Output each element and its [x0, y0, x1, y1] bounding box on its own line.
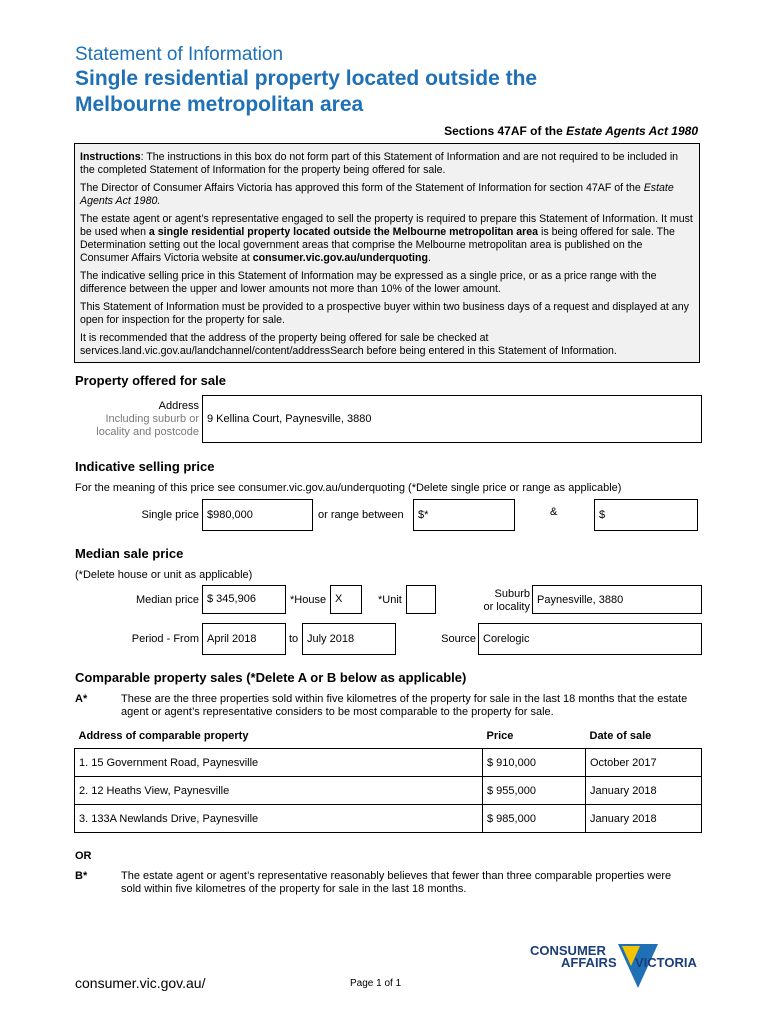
option-b-text: The estate agent or agent’s representative reasonably believes that fewer than three comparable properties were sold within five kilometres of the property for sale in the last 18 months. — [121, 870, 672, 895]
single-price-label: Single price — [141, 509, 199, 521]
comparable-header-row — [75, 724, 702, 749]
period-from-label: Period - From — [131, 633, 199, 645]
cav-logo — [530, 944, 705, 992]
suburb-label: Suburb or locality — [483, 588, 530, 613]
underquoting-link[interactable]: consumer.vic.gov.au/underquoting — [252, 252, 428, 264]
instructions-para-4: The indicative selling price in this Statement of Information may be expressed as a single price, or as a price range with the difference between the upper and lower amounts not more than 10% of the lower amount. — [80, 270, 657, 295]
option-a-label: A* — [75, 693, 88, 705]
col-price-header: Price — [486, 730, 514, 742]
comparable-date-cell[interactable]: January 2018 — [586, 777, 702, 805]
option-a-text: These are the three properties sold within five kilometres of the property for sale in the last 18 months that the estate agent or agent’s representative considers to be most comparable to the property for sale. — [121, 693, 688, 718]
col-date-header: Date of sale — [589, 730, 652, 742]
comparable-address-cell[interactable]: 1. 15 Government Road, Paynesville — [75, 749, 483, 777]
single-price-field[interactable]: $980,000 — [202, 499, 313, 531]
unit-label: *Unit — [378, 594, 402, 606]
period-to-field[interactable]: July 2018 — [302, 623, 396, 655]
source-label: Source — [441, 633, 476, 645]
range-to-field[interactable]: $ — [594, 499, 698, 531]
source-field[interactable]: Corelogic — [478, 623, 702, 655]
property-heading: Property offered for sale — [75, 373, 226, 388]
median-note: (*Delete house or unit as applicable) — [75, 569, 253, 581]
indicative-note: For the meaning of this price see consumer.vic.gov.au/underquoting (*Delete single price or range as applicable) — [75, 482, 622, 494]
period-to-label: to — [289, 633, 299, 645]
comparable-price-cell[interactable]: $ 910,000 — [483, 749, 586, 777]
instructions-label: Instructions — [80, 151, 141, 163]
logo-affairs-text: AFFAIRS — [561, 955, 617, 970]
form-subtitle: Statement of Information — [75, 44, 284, 65]
instructions-para-6: It is recommended that the address of the property being offered for sale be checked at services.land.vic.gov.au/landchannel/content/addressSearch before being entered in this Statement of Information. — [80, 332, 617, 357]
table-row — [75, 777, 702, 805]
median-price-field[interactable]: $ 345,906 — [202, 585, 286, 614]
col-address-header: Address of comparable property — [78, 730, 249, 742]
page-number: Page 1 of 1 — [350, 978, 402, 989]
sections-reference — [444, 124, 698, 138]
sections-prefix: Sections 47AF of the — [444, 124, 567, 138]
option-b-label: B* — [75, 870, 88, 882]
logo-consumer-text: CONSUMER — [530, 943, 606, 958]
footer-url[interactable]: consumer.vic.gov.au/ — [75, 975, 206, 991]
instructions-para-5: This Statement of Information must be provided to a prospective buyer within two business days of a request and displayed at any open for inspection for the property for sale. — [80, 301, 689, 326]
address-field[interactable]: 9 Kellina Court, Paynesville, 3880 — [202, 395, 702, 443]
comparable-date-cell[interactable]: January 2018 — [586, 805, 702, 833]
range-from-field[interactable]: $* — [413, 499, 515, 531]
logo-victoria-text: VICTORIA — [635, 955, 697, 970]
comparable-address-cell[interactable]: 3. 133A Newlands Drive, Paynesville — [75, 805, 483, 833]
comparable-price-cell[interactable]: $ 955,000 — [483, 777, 586, 805]
median-price-label: Median price — [136, 594, 199, 606]
instructions-para-2: The Director of Consumer Affairs Victoria has approved this form of the Statement of Information for section 47AF of the Estate Agents Act 1980. — [80, 182, 674, 207]
indicative-heading: Indicative selling price — [75, 459, 215, 474]
instructions-para-3: The estate agent or agent’s representative engaged to sell the property is required to prepare this Statement of Information. It must be used when a single residential property located outside the Melbourne metropolitan area is being offered for sale. The Determination setting out the local government areas that comprise the Melbourne metropolitan area is published on the Consumer Affairs Victoria website at consumer.vic.gov.au/underquoting. — [80, 213, 693, 264]
form-title-line-1: Single residential property located outside the — [75, 67, 538, 90]
suburb-field[interactable]: Paynesville, 3880 — [532, 585, 702, 614]
instructions-box — [74, 143, 700, 363]
comparable-address-cell[interactable]: 2. 12 Heaths View, Paynesville — [75, 777, 483, 805]
house-label: *House — [290, 594, 327, 606]
form-title-line-2: Melbourne metropolitan area — [75, 93, 364, 116]
house-field[interactable]: X — [330, 585, 362, 614]
period-from-field[interactable]: April 2018 — [202, 623, 286, 655]
instructions-para-1: Instructions: The instructions in this box do not form part of this Statement of Information and are not required to be included in the completed Statement of Information for the property being offered for sale. — [80, 151, 679, 176]
sections-act: Estate Agents Act 1980 — [566, 124, 698, 138]
unit-field[interactable] — [406, 585, 436, 614]
comparable-heading: Comparable property sales (*Delete A or B below as applicable) — [75, 670, 467, 685]
table-row — [75, 749, 702, 777]
comparable-price-cell[interactable]: $ 985,000 — [483, 805, 586, 833]
comparable-date-cell[interactable]: October 2017 — [586, 749, 702, 777]
range-ampersand: & — [550, 506, 558, 518]
address-label: Address Including suburb or locality and postcode — [96, 400, 199, 438]
form-title — [75, 66, 675, 118]
median-heading: Median sale price — [75, 546, 184, 561]
range-label: or range between — [318, 509, 404, 521]
or-label: OR — [75, 850, 92, 862]
table-row — [75, 805, 702, 833]
comparable-table — [74, 724, 702, 833]
